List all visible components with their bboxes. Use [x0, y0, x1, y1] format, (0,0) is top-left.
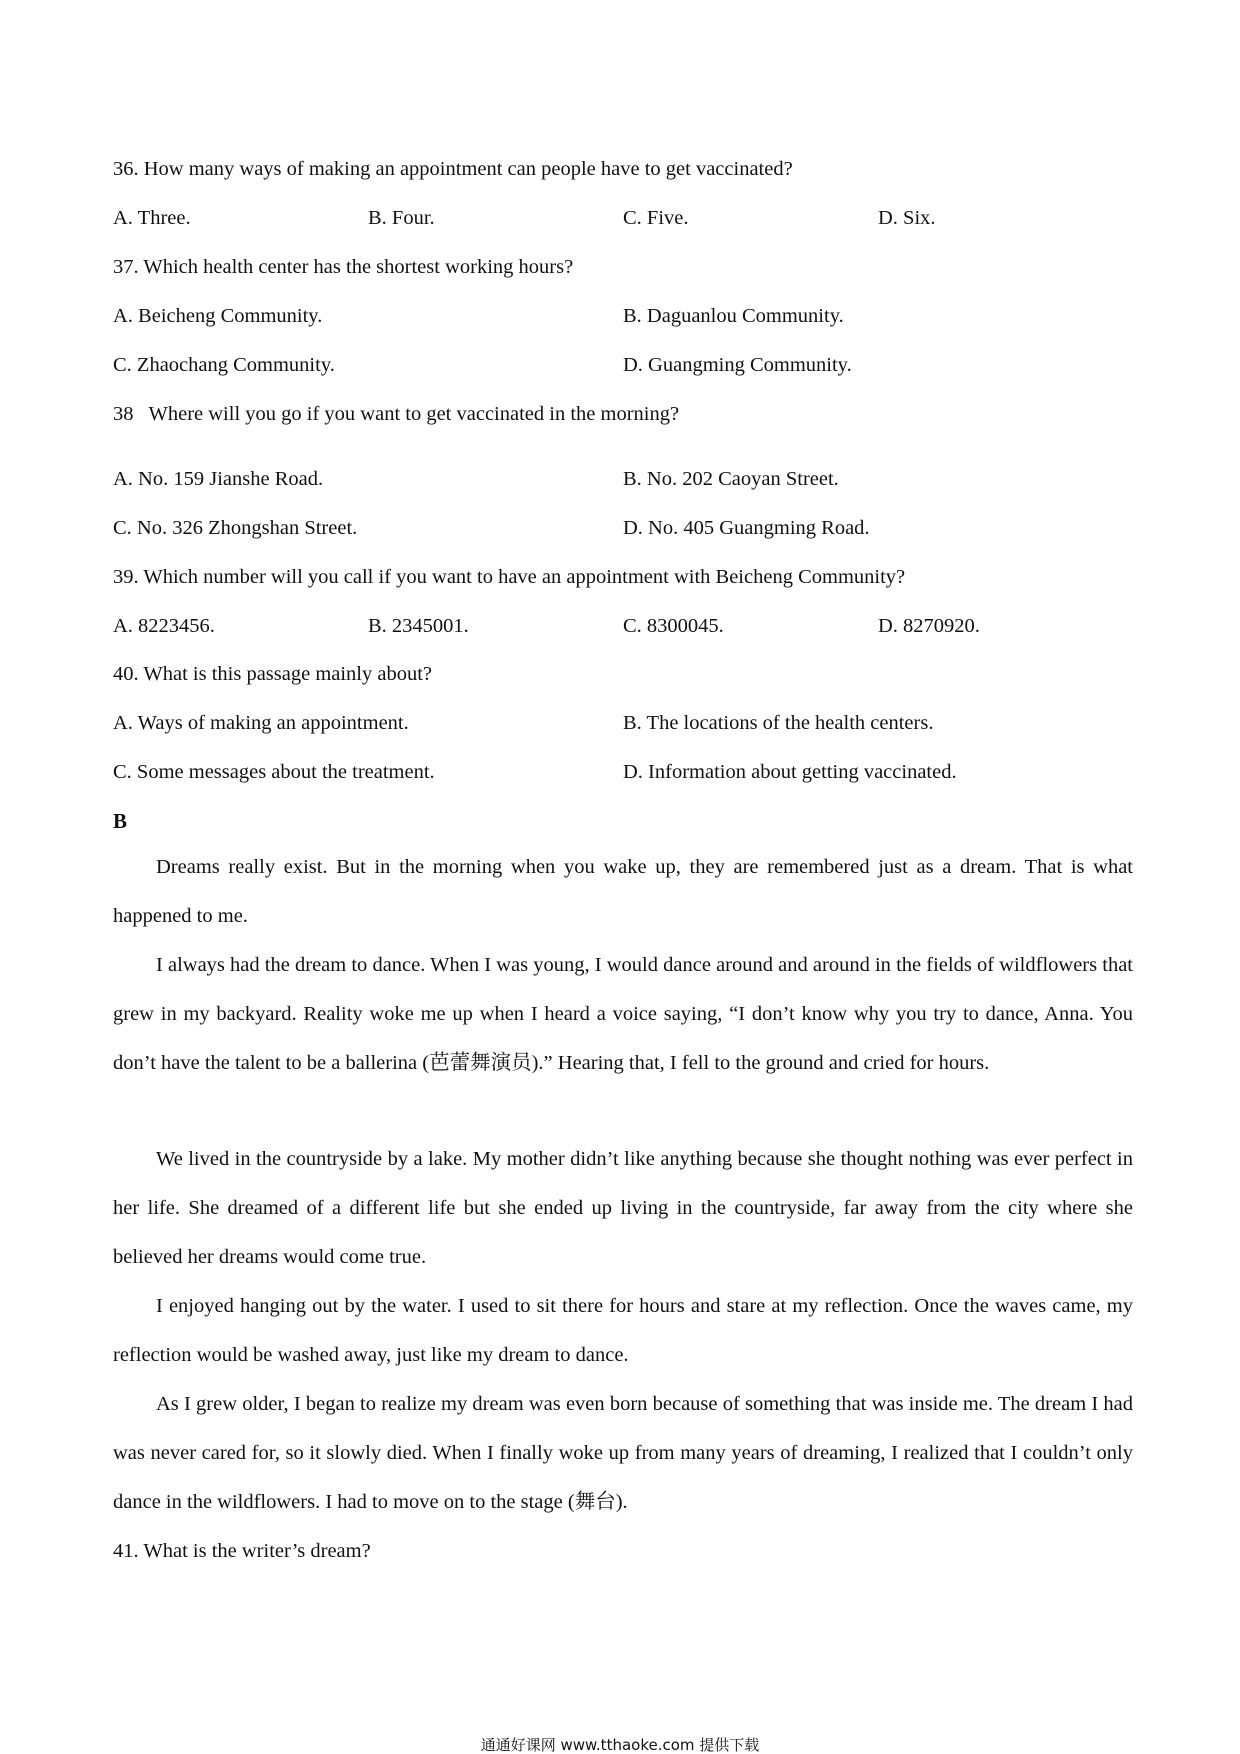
question-40-option-c: C. Some messages about the treatment.: [113, 761, 435, 783]
section-b-label: B: [113, 809, 128, 833]
passage-paragraph-4: I enjoyed hanging out by the water. I used to sit there for hours and stare at my reflection. Once the waves came, my reflection would be washed away, just like my dream to dance.: [113, 1295, 1133, 1366]
question-39-option-a: A. 8223456.: [113, 615, 215, 637]
question-37-stem: 37. Which health center has the shortest working hours?: [113, 256, 574, 278]
question-40-stem: 40. What is this passage mainly about?: [113, 663, 433, 685]
question-39-stem: 39. Which number will you call if you want to have an appointment with Beicheng Community?: [113, 566, 906, 588]
question-37-option-c: C. Zhaochang Community.: [113, 354, 335, 376]
question-41-stem: 41. What is the writer’s dream?: [113, 1540, 371, 1562]
question-36-option-c: C. Five.: [623, 207, 689, 229]
question-38-option-a: A. No. 159 Jianshe Road.: [113, 468, 324, 490]
question-40-option-b: B. The locations of the health centers.: [623, 712, 934, 734]
passage-paragraph-2: I always had the dream to dance. When I was young, I would dance around and around in the fields of wildflowers that grew in my backyard. Reality woke me up when I heard a voice saying, “I don’t know why you try to dance, Anna. You don’t have the talent to be a ballerina (芭蕾舞演员).” Hearing that, I fell to the ground and cried for hours.: [113, 954, 1133, 1074]
passage-paragraph-3: We lived in the countryside by a lake. My mother didn’t like anything because she thought nothing was ever perfect in her life. She dreamed of a different life but she ended up living in the countryside, far away from the city where she believed her dreams would come true.: [113, 1148, 1133, 1268]
passage-paragraph-1: Dreams really exist. But in the morning when you wake up, they are remembered just as a dream. That is what happened to me.: [113, 856, 1133, 927]
question-39-option-b: B. 2345001.: [368, 615, 469, 637]
question-38-stem: 38 Where will you go if you want to get vaccinated in the morning?: [113, 403, 680, 425]
question-38-option-b: B. No. 202 Caoyan Street.: [623, 468, 839, 490]
question-39-option-d: D. 8270920.: [878, 615, 980, 637]
page-footer: 通通好课网 www.tthaoke.com 提供下载: [480, 1736, 760, 1754]
question-39-option-c: C. 8300045.: [623, 615, 724, 637]
question-36-option-b: B. Four.: [368, 207, 435, 229]
question-37-option-d: D. Guangming Community.: [623, 354, 852, 376]
question-40-option-a: A. Ways of making an appointment.: [113, 712, 409, 734]
question-36-stem: 36. How many ways of making an appointment can people have to get vaccinated?: [113, 158, 793, 180]
question-36-option-a: A. Three.: [113, 207, 191, 229]
question-37-option-a: A. Beicheng Community.: [113, 305, 323, 327]
question-38-option-c: C. No. 326 Zhongshan Street.: [113, 517, 358, 539]
question-37-option-b: B. Daguanlou Community.: [623, 305, 844, 327]
question-40-option-d: D. Information about getting vaccinated.: [623, 761, 957, 783]
question-36-option-d: D. Six.: [878, 207, 936, 229]
question-38-option-d: D. No. 405 Guangming Road.: [623, 517, 870, 539]
passage-paragraph-5: As I grew older, I began to realize my dream was even born because of something that was inside me. The dream I had was never cared for, so it slowly died. When I finally woke up from many years of dreaming, I realized that I couldn’t only dance in the wildflowers. I had to move on to the stage (舞台).: [113, 1393, 1133, 1513]
